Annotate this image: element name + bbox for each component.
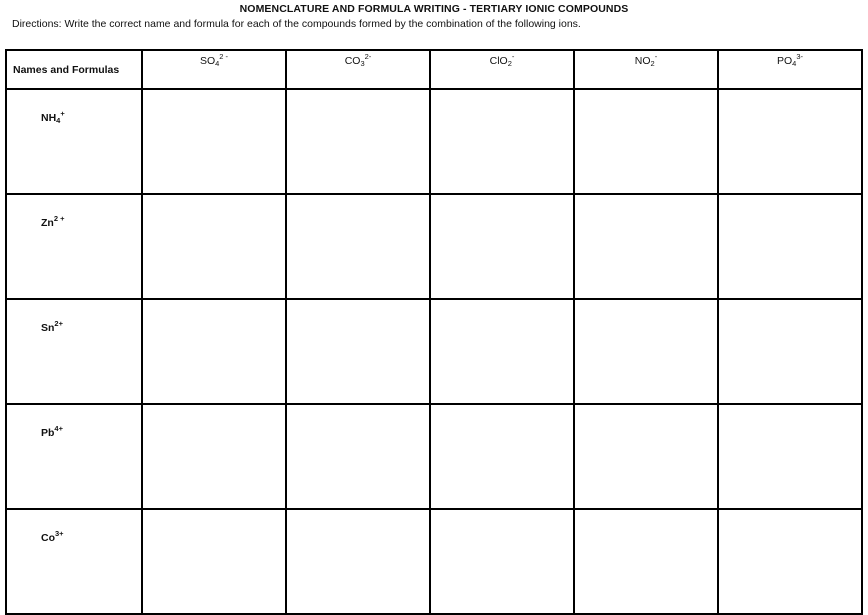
corner-header: Names and Formulas bbox=[6, 50, 142, 89]
header-row bbox=[6, 50, 862, 89]
answer-cell[interactable] bbox=[574, 299, 718, 404]
ion-charge: 2+ bbox=[54, 319, 63, 328]
ion-symbol: NH bbox=[41, 112, 57, 124]
ion-symbol: Zn bbox=[41, 217, 54, 229]
ion-charge: - bbox=[511, 52, 515, 61]
answer-cell[interactable] bbox=[430, 404, 574, 509]
anion-header-carbonate bbox=[286, 50, 430, 89]
cation-label-tin bbox=[6, 299, 142, 404]
cation-label-ammonium bbox=[6, 89, 142, 194]
ion-charge: - bbox=[654, 52, 658, 61]
answer-cell[interactable] bbox=[718, 89, 862, 194]
ion-charge: 2 + bbox=[53, 214, 65, 223]
table-row bbox=[6, 89, 862, 194]
answer-cell[interactable] bbox=[718, 509, 862, 614]
ion-subscript: 2 bbox=[650, 59, 655, 68]
cation-label-zinc bbox=[6, 194, 142, 299]
answer-cell[interactable] bbox=[718, 404, 862, 509]
ion-charge: 3+ bbox=[55, 529, 64, 538]
answer-cell[interactable] bbox=[718, 299, 862, 404]
answer-cell[interactable] bbox=[574, 89, 718, 194]
ion-subscript: 3 bbox=[360, 59, 365, 68]
ion-charge: 3- bbox=[796, 52, 803, 61]
ion-subscript: 2 bbox=[507, 59, 512, 68]
ion-subscript: 4 bbox=[56, 116, 61, 125]
answer-cell[interactable] bbox=[286, 89, 430, 194]
ion-charge: 2- bbox=[364, 52, 372, 61]
answer-cell[interactable] bbox=[718, 194, 862, 299]
ion-symbol: Co bbox=[41, 532, 55, 544]
ion-symbol: Sn bbox=[41, 322, 55, 334]
answer-cell[interactable] bbox=[142, 89, 286, 194]
cation-label-lead bbox=[6, 404, 142, 509]
answer-cell[interactable] bbox=[286, 194, 430, 299]
ion-symbol: PO bbox=[776, 55, 793, 67]
worksheet-title: NOMENCLATURE AND FORMULA WRITING - TERTIARY IONIC COMPOUNDS bbox=[239, 3, 629, 15]
ion-charge: + bbox=[60, 109, 65, 118]
answer-cell[interactable] bbox=[142, 194, 286, 299]
table-row bbox=[6, 404, 862, 509]
ion-charge: 4+ bbox=[54, 424, 63, 433]
answer-cell[interactable] bbox=[286, 299, 430, 404]
answer-cell[interactable] bbox=[142, 509, 286, 614]
answer-cell[interactable] bbox=[430, 194, 574, 299]
cation-label-cobalt bbox=[6, 509, 142, 614]
ion-symbol: ClO bbox=[489, 55, 508, 67]
ion-subscript: 4 bbox=[792, 59, 797, 68]
answer-cell[interactable] bbox=[574, 509, 718, 614]
answer-cell[interactable] bbox=[430, 299, 574, 404]
table-row bbox=[6, 194, 862, 299]
directions-text: Directions: Write the correct name and formula for each of the compounds formed by the combination of the following ions. bbox=[12, 18, 581, 30]
ion-charge: 2 - bbox=[219, 52, 229, 61]
answer-cell[interactable] bbox=[142, 404, 286, 509]
answer-cell[interactable] bbox=[430, 89, 574, 194]
answer-cell[interactable] bbox=[286, 404, 430, 509]
answer-cell[interactable] bbox=[142, 299, 286, 404]
table-row bbox=[6, 299, 862, 404]
anion-header-chlorite bbox=[430, 50, 574, 89]
answer-cell[interactable] bbox=[286, 509, 430, 614]
anion-header-sulfate bbox=[142, 50, 286, 89]
answer-cell[interactable] bbox=[574, 194, 718, 299]
ion-symbol: NO bbox=[634, 55, 651, 67]
table-row bbox=[6, 509, 862, 614]
ion-symbol: Pb bbox=[41, 427, 55, 439]
ion-symbol: CO bbox=[344, 55, 361, 67]
answer-cell[interactable] bbox=[574, 404, 718, 509]
anion-header-phosphate bbox=[718, 50, 862, 89]
anion-header-nitrite bbox=[574, 50, 718, 89]
ionic-compounds-table bbox=[5, 49, 863, 615]
answer-cell[interactable] bbox=[430, 509, 574, 614]
ion-symbol: SO bbox=[199, 55, 216, 67]
ion-subscript: 4 bbox=[215, 59, 220, 68]
